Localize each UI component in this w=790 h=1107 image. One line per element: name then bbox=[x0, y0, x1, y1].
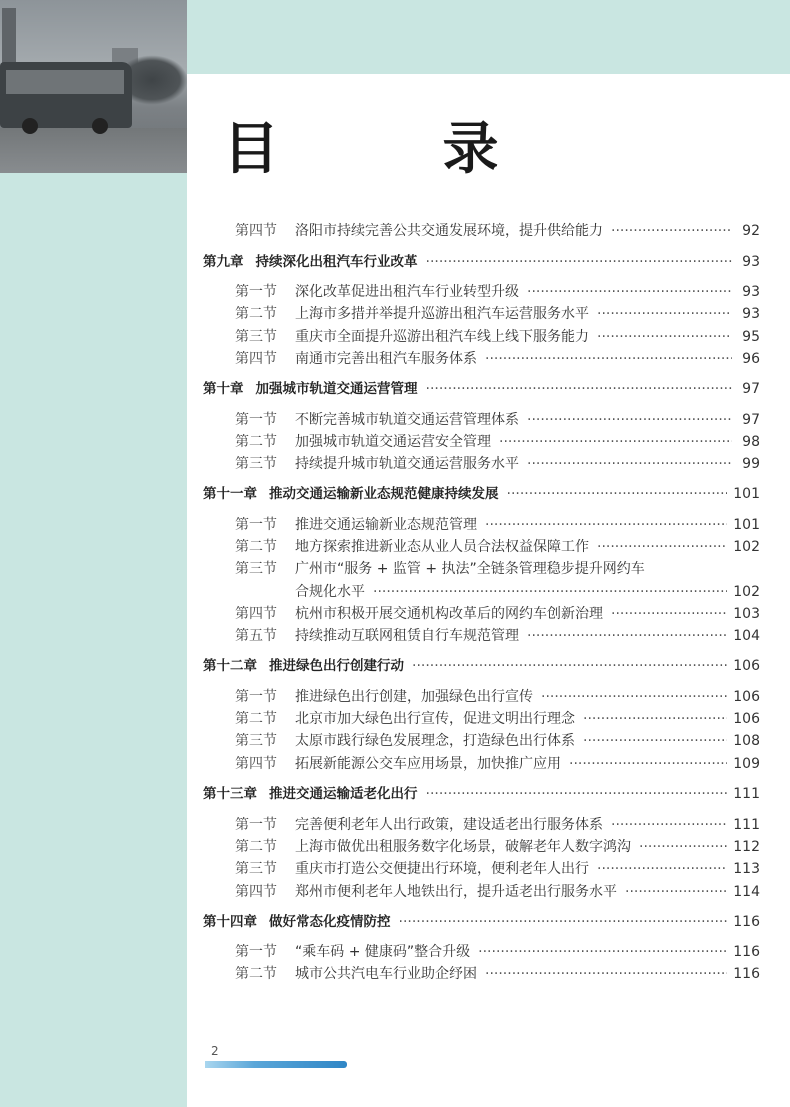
dot-leader bbox=[611, 604, 727, 624]
page-reference: 116 bbox=[733, 944, 760, 960]
toc-section-entry[interactable] bbox=[235, 432, 760, 452]
section-label: 第五节 bbox=[235, 628, 277, 644]
page-reference: 106 bbox=[733, 689, 760, 705]
entry-title-continuation: 合规化水平 bbox=[295, 584, 365, 600]
page-reference: 98 bbox=[742, 434, 760, 450]
entry-title: 洛阳市持续完善公共交通发展环境，提升供给能力 bbox=[295, 223, 603, 239]
page-reference: 114 bbox=[733, 884, 760, 900]
section-label: 第二节 bbox=[235, 839, 277, 855]
page-reference: 116 bbox=[733, 914, 760, 930]
photo-trees bbox=[128, 55, 187, 105]
toc-section-entry[interactable] bbox=[235, 731, 760, 751]
page-reference: 103 bbox=[733, 606, 760, 622]
page-reference: 111 bbox=[733, 786, 760, 802]
entry-title: 重庆市打造公交便捷出行环境，便利老年人出行 bbox=[295, 861, 589, 877]
photo-bus bbox=[0, 62, 132, 128]
page-reference: 109 bbox=[733, 756, 760, 772]
page-reference: 104 bbox=[733, 628, 760, 644]
dot-leader bbox=[611, 221, 732, 241]
entry-title: 上海市多措并举提升巡游出租汽车运营服务水平 bbox=[295, 306, 589, 322]
toc-chapter-entry[interactable] bbox=[203, 379, 760, 399]
entry-title: 不断完善城市轨道交通运营管理体系 bbox=[295, 412, 519, 428]
dot-leader bbox=[485, 964, 727, 984]
section-label: 第三节 bbox=[235, 861, 277, 877]
dot-leader bbox=[597, 304, 732, 324]
toc-section-entry[interactable] bbox=[235, 410, 760, 430]
toc-section-entry[interactable] bbox=[235, 515, 760, 535]
toc-section-entry[interactable] bbox=[235, 604, 760, 624]
page-reference: 95 bbox=[742, 329, 760, 345]
entry-title: 上海市做优出租服务数字化场景，破解老年人数字鸿沟 bbox=[295, 839, 631, 855]
section-label: 第二节 bbox=[235, 539, 277, 555]
page-reference: 102 bbox=[733, 584, 760, 600]
section-label: 第四节 bbox=[235, 884, 277, 900]
section-label: 第一节 bbox=[235, 517, 277, 533]
page-number-bar bbox=[205, 1061, 347, 1068]
entry-title: 太原市践行绿色发展理念，打造绿色出行体系 bbox=[295, 733, 575, 749]
section-label: 第三节 bbox=[235, 733, 277, 749]
entry-title: 推进交通运输新业态规范管理 bbox=[295, 517, 477, 533]
dot-leader bbox=[426, 252, 733, 272]
page-reference: 97 bbox=[742, 381, 760, 397]
page-reference: 93 bbox=[742, 306, 760, 322]
entry-title: 拓展新能源公交车应用场景，加快推广应用 bbox=[295, 756, 561, 772]
entry-title: 持续推动互联网租赁自行车规范管理 bbox=[295, 628, 519, 644]
chapter-label: 第十四章 bbox=[203, 914, 257, 930]
toc-section-entry[interactable] bbox=[235, 859, 760, 879]
chapter-label: 第九章 bbox=[203, 254, 244, 270]
entry-title: 北京市加大绿色出行宣传，促进文明出行理念 bbox=[295, 711, 575, 727]
dot-leader bbox=[597, 327, 732, 347]
chapter-label: 第十章 bbox=[203, 381, 244, 397]
entry-title: 杭州市积极开展交通机构改革后的网约车创新治理 bbox=[295, 606, 603, 622]
toc-chapter-entry[interactable] bbox=[203, 912, 760, 932]
page-reference: 116 bbox=[733, 966, 760, 982]
entry-title: 南通市完善出租汽车服务体系 bbox=[295, 351, 477, 367]
toc-section-entry[interactable] bbox=[235, 559, 760, 579]
entry-title: 加强城市轨道交通运营管理 bbox=[255, 381, 418, 397]
dot-leader bbox=[426, 379, 733, 399]
dot-leader bbox=[597, 859, 727, 879]
entry-title: 持续深化出租汽车行业改革 bbox=[255, 254, 418, 270]
photo-road bbox=[0, 128, 187, 173]
toc-chapter-entry[interactable] bbox=[203, 656, 760, 676]
page-title: 目 录 bbox=[223, 117, 571, 182]
entry-title: 城市公共汽电车行业助企纾困 bbox=[295, 966, 477, 982]
toc-section-entry[interactable] bbox=[235, 454, 760, 474]
toc-section-entry[interactable] bbox=[235, 282, 760, 302]
toc-section-entry[interactable] bbox=[235, 754, 760, 774]
chapter-label: 第十一章 bbox=[203, 486, 257, 502]
toc-section-entry[interactable] bbox=[235, 626, 760, 646]
dot-leader bbox=[426, 784, 728, 804]
page-reference: 92 bbox=[742, 223, 760, 239]
page-reference: 93 bbox=[742, 254, 760, 270]
dot-leader bbox=[527, 454, 732, 474]
section-label: 第四节 bbox=[235, 351, 277, 367]
page-reference: 101 bbox=[733, 517, 760, 533]
entry-title: 推进绿色出行创建行动 bbox=[269, 658, 404, 674]
toc-section-entry[interactable] bbox=[235, 221, 760, 241]
chapter-label: 第十二章 bbox=[203, 658, 257, 674]
section-label: 第一节 bbox=[235, 412, 277, 428]
dot-leader bbox=[541, 687, 727, 707]
entry-title: 广州市“服务 + 监管 + 执法”全链条管理稳步提升网约车 bbox=[295, 561, 645, 577]
toc-section-entry[interactable] bbox=[235, 349, 760, 369]
section-label: 第三节 bbox=[235, 561, 277, 577]
dot-leader bbox=[485, 349, 732, 369]
section-label: 第四节 bbox=[235, 223, 277, 239]
toc-section-entry[interactable] bbox=[235, 537, 760, 557]
entry-title: 完善便利老年人出行政策，建设适老出行服务体系 bbox=[295, 817, 603, 833]
dot-leader bbox=[583, 709, 727, 729]
dot-leader bbox=[499, 432, 732, 452]
photo-bus-wheel bbox=[22, 118, 38, 134]
toc-section-entry[interactable] bbox=[235, 304, 760, 324]
section-label: 第二节 bbox=[235, 434, 277, 450]
toc-section-entry[interactable] bbox=[235, 882, 760, 902]
section-label: 第三节 bbox=[235, 456, 277, 472]
section-label: 第一节 bbox=[235, 689, 277, 705]
toc-entry-continuation bbox=[295, 582, 760, 602]
toc-section-entry[interactable] bbox=[235, 964, 760, 984]
top-color-band bbox=[187, 0, 790, 74]
toc-section-entry[interactable] bbox=[235, 327, 760, 347]
dot-leader bbox=[639, 837, 727, 857]
toc-section-entry[interactable] bbox=[235, 942, 760, 962]
page-number: 2 bbox=[211, 1044, 219, 1058]
dot-leader bbox=[569, 754, 727, 774]
entry-title: “乘车码 + 健康码”整合升级 bbox=[295, 944, 471, 960]
dot-leader bbox=[507, 484, 728, 504]
entry-title: 加强城市轨道交通运营安全管理 bbox=[295, 434, 491, 450]
section-label: 第四节 bbox=[235, 756, 277, 772]
entry-title: 持续提升城市轨道交通运营服务水平 bbox=[295, 456, 519, 472]
dot-leader bbox=[485, 515, 727, 535]
entry-title: 推进交通运输适老化出行 bbox=[269, 786, 418, 802]
section-label: 第四节 bbox=[235, 606, 277, 622]
dot-leader bbox=[412, 656, 727, 676]
section-label: 第一节 bbox=[235, 284, 277, 300]
entry-title: 深化改革促进出租汽车行业转型升级 bbox=[295, 284, 519, 300]
dot-leader bbox=[611, 815, 727, 835]
section-label: 第三节 bbox=[235, 329, 277, 345]
section-label: 第二节 bbox=[235, 306, 277, 322]
dot-leader bbox=[527, 282, 732, 302]
dot-leader bbox=[527, 410, 732, 430]
page-reference: 96 bbox=[742, 351, 760, 367]
chapter-label: 第十三章 bbox=[203, 786, 257, 802]
dot-leader bbox=[527, 626, 727, 646]
toc-section-entry[interactable] bbox=[235, 709, 760, 729]
entry-title: 重庆市全面提升巡游出租汽车线上线下服务能力 bbox=[295, 329, 589, 345]
entry-title: 郑州市便利老年人地铁出行，提升适老出行服务水平 bbox=[295, 884, 617, 900]
toc-chapter-entry[interactable] bbox=[203, 484, 760, 504]
entry-title: 地方探索推进新业态从业人员合法权益保障工作 bbox=[295, 539, 589, 555]
dot-leader bbox=[583, 731, 727, 751]
dot-leader bbox=[625, 882, 727, 902]
page-reference: 113 bbox=[733, 861, 760, 877]
page-reference: 97 bbox=[742, 412, 760, 428]
toc-section-entry[interactable] bbox=[235, 687, 760, 707]
page-reference: 101 bbox=[733, 486, 760, 502]
page-reference: 111 bbox=[733, 817, 760, 833]
section-label: 第二节 bbox=[235, 711, 277, 727]
page-reference: 106 bbox=[733, 711, 760, 727]
page-reference: 112 bbox=[733, 839, 760, 855]
page-reference: 99 bbox=[742, 456, 760, 472]
dot-leader bbox=[399, 912, 728, 932]
entry-title: 推进绿色出行创建，加强绿色出行宣传 bbox=[295, 689, 533, 705]
dot-leader bbox=[373, 582, 727, 602]
entry-title: 做好常态化疫情防控 bbox=[269, 914, 391, 930]
photo-bus-wheel bbox=[92, 118, 108, 134]
section-label: 第二节 bbox=[235, 966, 277, 982]
section-label: 第一节 bbox=[235, 817, 277, 833]
page-reference: 93 bbox=[742, 284, 760, 300]
dot-leader bbox=[478, 942, 727, 962]
page-reference: 102 bbox=[733, 539, 760, 555]
page-reference: 106 bbox=[733, 658, 760, 674]
bus-photo bbox=[0, 0, 187, 173]
toc-section-entry[interactable] bbox=[235, 837, 760, 857]
page-reference: 108 bbox=[733, 733, 760, 749]
section-label: 第一节 bbox=[235, 944, 277, 960]
dot-leader bbox=[597, 537, 727, 557]
toc-chapter-entry[interactable] bbox=[203, 252, 760, 272]
toc-chapter-entry[interactable] bbox=[203, 784, 760, 804]
toc-section-entry[interactable] bbox=[235, 815, 760, 835]
entry-title: 推动交通运输新业态规范健康持续发展 bbox=[269, 486, 499, 502]
